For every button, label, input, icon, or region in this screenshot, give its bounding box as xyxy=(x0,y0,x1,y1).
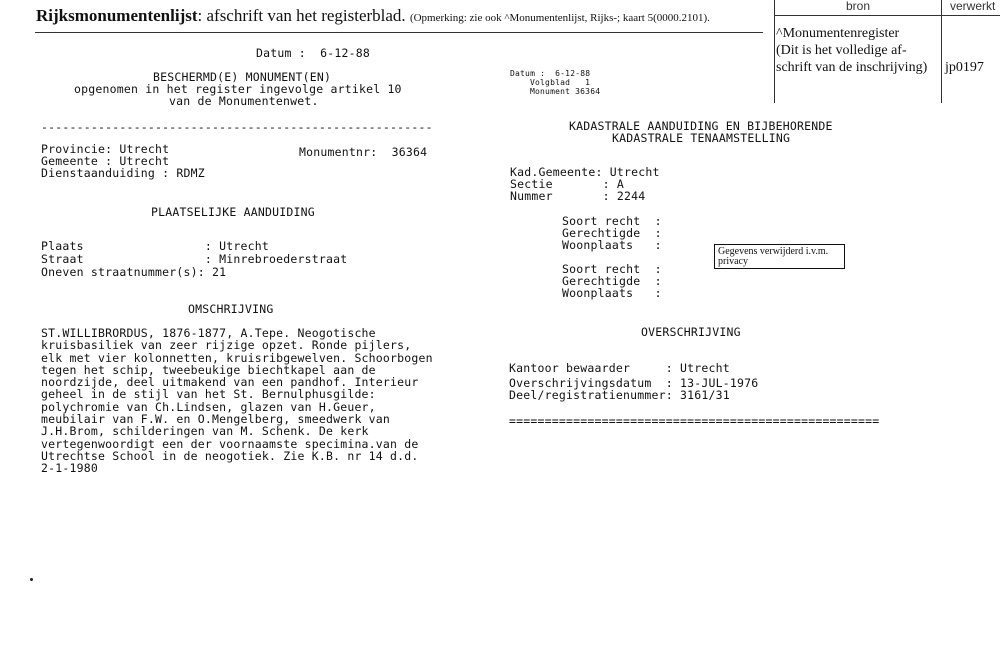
nummer: Nummer : 2244 xyxy=(510,189,646,203)
sectie: Sectie : A xyxy=(510,177,624,191)
omschr-line: vertegenwoordigt een der voornaamste specimina.van de xyxy=(41,436,419,451)
omschr-line: elk met vier kolonnetten, kruisribgewelven. Schoorbogen xyxy=(41,350,433,365)
privacy-line-2: privacy xyxy=(718,256,748,267)
page-title xyxy=(36,6,710,26)
plaats-heading: PLAATSELIJKE AANDUIDING xyxy=(151,205,315,219)
header-rule xyxy=(35,32,763,33)
omschr-line: tegen het schip, tweebeukige biechtkapel aan de xyxy=(41,362,376,377)
bron-line-3: schrift van de inschrijving) xyxy=(776,60,928,75)
soort-recht-2: Soort recht : xyxy=(562,262,662,276)
gemeente: Gemeente : Utrecht xyxy=(41,154,170,168)
omschr-line: noordzijde, deel uitmakend van een pandhof. Interieur xyxy=(41,375,419,390)
overschrijving-heading: OVERSCHRIJVING xyxy=(641,325,741,339)
left-heading-1: BESCHERMD(E) MONUMENT(EN) xyxy=(153,70,332,84)
small-datum: Datum : 6-12-88 xyxy=(510,69,591,78)
deel-registratienummer: Deel/registratienummer: 3161/31 xyxy=(509,388,730,402)
omschr-line: ST.WILLIBRORDUS, 1876-1877, A.Tepe. Neogotische xyxy=(41,326,376,340)
soort-recht-1: Soort recht : xyxy=(562,214,662,228)
kadastrale-heading-1: KADASTRALE AANDUIDING EN BIJBEHORENDE xyxy=(569,119,833,133)
omschrijving-heading: OMSCHRIJVING xyxy=(188,302,274,316)
source-box xyxy=(774,0,1000,103)
small-volgblad: Volgblad 1 xyxy=(530,78,591,87)
omschr-line: polychromie van Ch.Lindsen, glazen van H.Geuer, xyxy=(41,399,376,414)
box-header-rule xyxy=(774,15,1000,16)
title-bold: Rijksmonumentenlijst xyxy=(36,6,198,25)
left-heading-3: van de Monumentenwet. xyxy=(169,94,319,108)
omschrijving-text xyxy=(41,327,433,475)
kadastrale-heading-2: KADASTRALE TENAAMSTELLING xyxy=(612,131,791,145)
left-heading-2: opgenomen in het register ingevolge artikel 10 xyxy=(74,82,402,96)
title-rest: : afschrift van het registerblad. xyxy=(197,6,406,25)
kad-gemeente: Kad.Gemeente: Utrecht xyxy=(510,165,660,179)
left-dash-rule: ------------------------------------------------------- xyxy=(41,121,433,134)
straat: Straat : Minrebroederstraat xyxy=(41,252,348,266)
privacy-box xyxy=(714,244,845,269)
omschr-line: 2-1-1980 xyxy=(41,461,98,476)
bron-line-2: (Dit is het volledige af- xyxy=(776,43,907,58)
monumentnr: Monumentnr: 36364 xyxy=(299,145,428,159)
title-note: (Opmerking: zie ook ^Monumentenlijst, Rijks-; kaart 5(0000.2101). xyxy=(409,12,710,24)
overschrijvingsdatum: Overschrijvingsdatum : 13-JUL-1976 xyxy=(509,376,759,390)
omschr-line: geheel in de stijl van het St. Bernulphusgilde: xyxy=(41,387,376,402)
woonplaats-2: Woonplaats : xyxy=(562,286,662,300)
col-verwerkt-header: verwerkt xyxy=(950,0,996,13)
plaats: Plaats : Utrecht xyxy=(41,239,269,253)
omschr-line: Utrechtse School in de neogotiek. Zie K.B. nr 14 d.d. xyxy=(41,448,419,463)
col-bron-header: bron xyxy=(846,0,871,13)
dienstaanduiding: Dienstaanduiding : RDMZ xyxy=(41,166,205,180)
woonplaats-1: Woonplaats : xyxy=(562,238,662,252)
provincie: Provincie: Utrecht xyxy=(41,142,170,156)
scan-speck xyxy=(30,578,33,581)
small-monument: Monument 36364 xyxy=(530,88,601,95)
oneven-straatnummer: Oneven straatnummer(s): 21 xyxy=(41,265,227,279)
omschr-line: J.H.Brom, schilderingen van M. Schenk. De kerk xyxy=(41,424,369,439)
equals-rule: ==================================================== xyxy=(509,415,880,428)
omschr-line: meubilair van F.W. en O.Mengelberg, smeedwerk van xyxy=(41,412,391,427)
gerechtigde-2: Gerechtigde : xyxy=(562,274,662,288)
gerechtigde-1: Gerechtigde : xyxy=(562,226,662,240)
verwerkt-value: jp0197 xyxy=(945,60,984,75)
bron-line-1: ^Monumentenregister xyxy=(776,26,900,41)
kantoor-bewaarder: Kantoor bewaarder : Utrecht xyxy=(509,361,730,375)
left-datum: Datum : 6-12-88 xyxy=(256,46,370,60)
omschr-line: kruisbasiliek van zeer rijzige opzet. Ronde pijlers, xyxy=(41,338,412,353)
privacy-line-1: Gegevens verwijderd i.v.m. xyxy=(718,246,829,257)
